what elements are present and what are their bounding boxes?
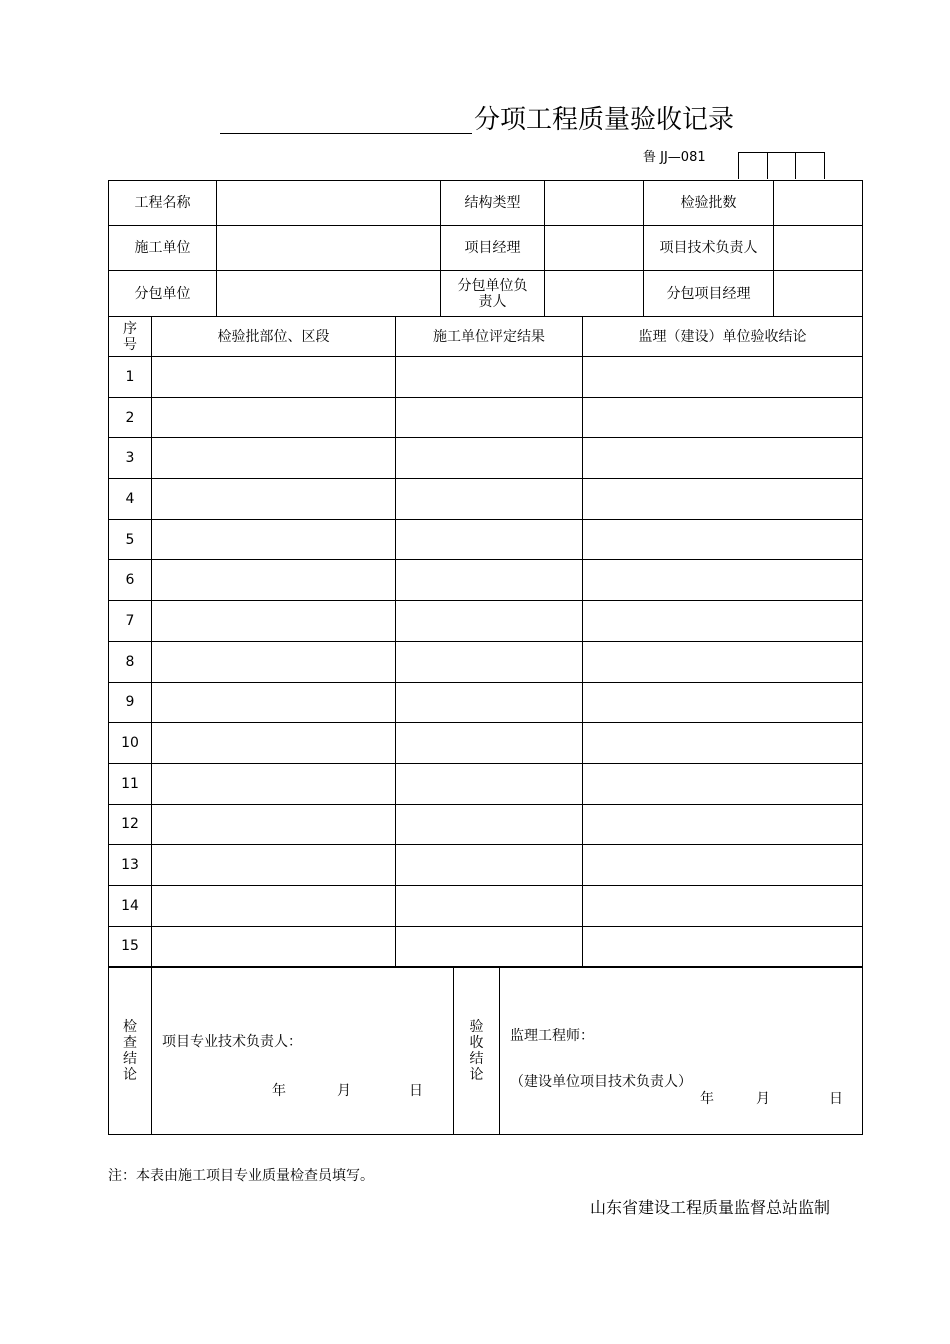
table-row (109, 926, 863, 967)
subcontract-lead-label (441, 271, 545, 317)
owner-rep-label: （建设单位项目技术负责人） (510, 1074, 692, 1090)
row-seq: 2 (109, 397, 152, 438)
row-contractor-result-cell[interactable] (396, 682, 583, 723)
page-title: 分项工程质量验收记录 (474, 105, 735, 135)
row-location-cell[interactable] (152, 479, 396, 520)
table-row (109, 560, 863, 601)
table-row (109, 397, 863, 438)
row-seq: 6 (109, 560, 152, 601)
row-location-cell[interactable] (152, 560, 396, 601)
row-location-cell[interactable] (152, 438, 396, 479)
check-day: 日 (409, 1083, 423, 1099)
table-row (109, 763, 863, 804)
accept-month: 月 (756, 1091, 770, 1107)
row-supervisor-conclusion-cell[interactable] (583, 601, 863, 642)
row-seq: 1 (109, 357, 152, 398)
row-seq: 4 (109, 479, 152, 520)
form-number-boxes (738, 152, 825, 179)
row-contractor-result-cell[interactable] (396, 560, 583, 601)
accept-conclusion-label (454, 968, 500, 1135)
row-supervisor-conclusion-cell[interactable] (583, 845, 863, 886)
tech-lead-value[interactable] (774, 226, 863, 271)
row-location-cell[interactable] (152, 804, 396, 845)
publisher: 山东省建设工程质量监督总站监制 (590, 1198, 831, 1217)
row-location-cell[interactable] (152, 641, 396, 682)
table-row (109, 438, 863, 479)
subcontract-unit-label: 分包单位 (109, 271, 217, 317)
row-contractor-result-cell[interactable] (396, 926, 583, 967)
batch-count-value[interactable] (774, 181, 863, 226)
row-contractor-result-cell[interactable] (396, 479, 583, 520)
row-seq: 7 (109, 601, 152, 642)
row-supervisor-conclusion-cell[interactable] (583, 519, 863, 560)
subcontract-unit-value[interactable] (217, 271, 441, 317)
row-location-cell[interactable] (152, 763, 396, 804)
row-contractor-result-cell[interactable] (396, 804, 583, 845)
number-box[interactable] (796, 153, 824, 179)
row-location-cell[interactable] (152, 845, 396, 886)
structure-type-label: 结构类型 (441, 181, 545, 226)
table-row (109, 601, 863, 642)
row-seq: 3 (109, 438, 152, 479)
row-location-cell[interactable] (152, 601, 396, 642)
row-contractor-result-cell[interactable] (396, 601, 583, 642)
table-row (109, 357, 863, 398)
title-blank-line (220, 133, 472, 134)
number-box[interactable] (739, 153, 768, 179)
table-row (109, 885, 863, 926)
inspection-list-table (108, 316, 863, 967)
row-seq: 14 (109, 885, 152, 926)
row-supervisor-conclusion-cell[interactable] (583, 397, 863, 438)
row-location-cell[interactable] (152, 519, 396, 560)
row-location-cell[interactable] (152, 926, 396, 967)
row-seq: 13 (109, 845, 152, 886)
table-row (109, 723, 863, 764)
table-row (109, 845, 863, 886)
table-row (109, 479, 863, 520)
check-conclusion-box[interactable] (152, 968, 454, 1135)
row-contractor-result-cell[interactable] (396, 519, 583, 560)
info-table (108, 180, 863, 317)
row-seq: 9 (109, 682, 152, 723)
project-name-value[interactable] (217, 181, 441, 226)
subcontract-lead-value[interactable] (545, 271, 644, 317)
col-location-header: 检验批部位、区段 (152, 317, 396, 357)
row-supervisor-conclusion-cell[interactable] (583, 479, 863, 520)
col-seq-text: 序号 (123, 320, 137, 353)
row-contractor-result-cell[interactable] (396, 723, 583, 764)
row-contractor-result-cell[interactable] (396, 357, 583, 398)
row-seq: 11 (109, 763, 152, 804)
row-location-cell[interactable] (152, 357, 396, 398)
row-seq: 10 (109, 723, 152, 764)
structure-type-value[interactable] (545, 181, 644, 226)
accept-conclusion-box[interactable] (500, 968, 863, 1135)
batch-count-label: 检验批数 (644, 181, 774, 226)
row-contractor-result-cell[interactable] (396, 845, 583, 886)
check-year: 年 (272, 1083, 286, 1099)
row-location-cell[interactable] (152, 397, 396, 438)
row-contractor-result-cell[interactable] (396, 438, 583, 479)
table-row (109, 682, 863, 723)
check-conclusion-text: 检查结论 (123, 1019, 137, 1083)
subcontract-pm-label: 分包项目经理 (644, 271, 774, 317)
table-row (109, 804, 863, 845)
row-contractor-result-cell[interactable] (396, 763, 583, 804)
table-row (109, 641, 863, 682)
check-signer-label: 项目专业技术负责人： (162, 1034, 302, 1050)
form-code: 鲁 JJ—081 (643, 150, 706, 165)
check-month: 月 (337, 1083, 351, 1099)
tech-lead-label: 项目技术负责人 (644, 226, 774, 271)
row-supervisor-conclusion-cell[interactable] (583, 357, 863, 398)
accept-conclusion-text: 验收结论 (469, 1019, 484, 1083)
row-location-cell[interactable] (152, 885, 396, 926)
row-seq: 15 (109, 926, 152, 967)
construction-unit-value[interactable] (217, 226, 441, 271)
sign-table (108, 967, 863, 1135)
number-box[interactable] (768, 153, 797, 179)
supervisor-label: 监理工程师： (510, 1028, 594, 1044)
col-contractor-result-header: 施工单位评定结果 (396, 317, 583, 357)
row-supervisor-conclusion-cell[interactable] (583, 723, 863, 764)
table-row (109, 519, 863, 560)
row-supervisor-conclusion-cell[interactable] (583, 804, 863, 845)
project-manager-label: 项目经理 (441, 226, 545, 271)
row-supervisor-conclusion-cell[interactable] (583, 438, 863, 479)
accept-day: 日 (829, 1091, 843, 1107)
row-supervisor-conclusion-cell[interactable] (583, 763, 863, 804)
accept-year: 年 (700, 1091, 714, 1107)
construction-unit-label: 施工单位 (109, 226, 217, 271)
row-seq: 5 (109, 519, 152, 560)
row-contractor-result-cell[interactable] (396, 641, 583, 682)
project-name-label: 工程名称 (109, 181, 217, 226)
row-location-cell[interactable] (152, 723, 396, 764)
col-supervisor-conclusion-header: 监理（建设）单位验收结论 (583, 317, 863, 357)
row-location-cell[interactable] (152, 682, 396, 723)
row-supervisor-conclusion-cell[interactable] (583, 682, 863, 723)
row-seq: 8 (109, 641, 152, 682)
row-seq: 12 (109, 804, 152, 845)
list-body (109, 357, 863, 967)
row-supervisor-conclusion-cell[interactable] (583, 641, 863, 682)
row-supervisor-conclusion-cell[interactable] (583, 885, 863, 926)
project-manager-value[interactable] (545, 226, 644, 271)
subcontract-lead-text: 分包单位负责人 (457, 277, 528, 310)
check-conclusion-label (109, 968, 152, 1135)
subcontract-pm-value[interactable] (774, 271, 863, 317)
footer-note: 注：本表由施工项目专业质量检查员填写。 (108, 1168, 374, 1184)
col-seq-header (109, 317, 152, 357)
row-supervisor-conclusion-cell[interactable] (583, 926, 863, 967)
row-contractor-result-cell[interactable] (396, 397, 583, 438)
row-contractor-result-cell[interactable] (396, 885, 583, 926)
row-supervisor-conclusion-cell[interactable] (583, 560, 863, 601)
